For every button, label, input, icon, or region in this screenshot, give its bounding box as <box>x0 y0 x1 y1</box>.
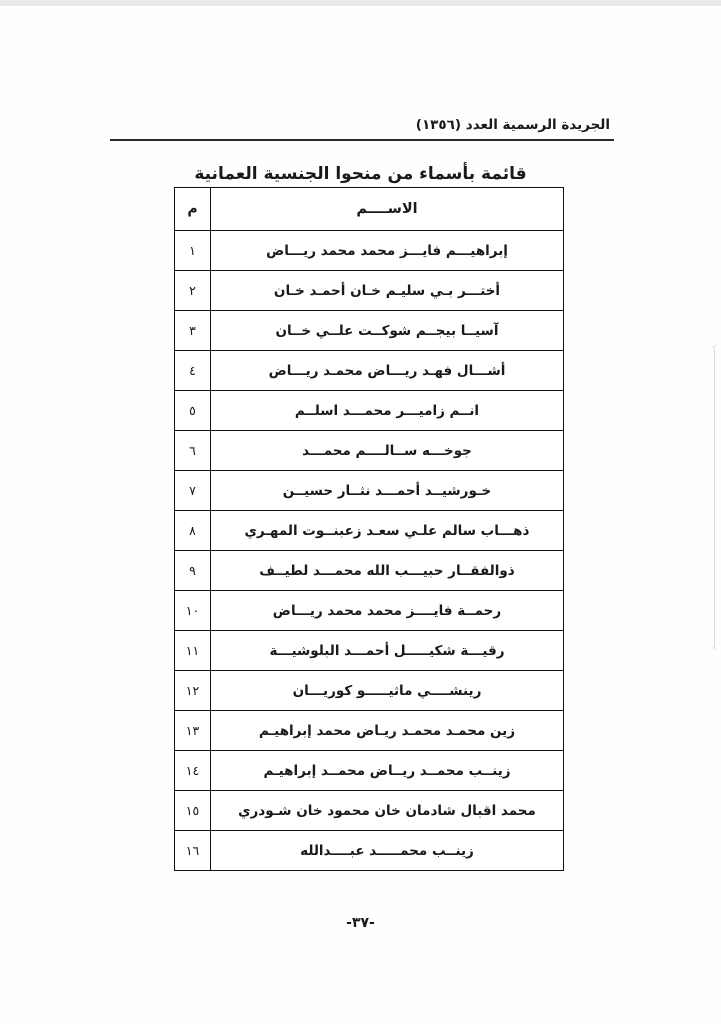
table-row <box>175 511 564 551</box>
page-title: قائمة بأسماء من منحوا الجنسية العمانية <box>194 164 527 185</box>
cell-row-number: ١٣ <box>175 711 211 751</box>
table-row <box>175 471 564 511</box>
table-body <box>175 231 564 871</box>
cell-person-name: رحمــة فايــــز محمد محمد ريـــاض <box>211 591 564 631</box>
cell-row-number: ١٦ <box>175 831 211 871</box>
table-row <box>175 711 564 751</box>
cell-row-number: ١ <box>175 231 211 271</box>
cell-row-number: ٦ <box>175 431 211 471</box>
cell-row-number: ٤ <box>175 351 211 391</box>
table-header-row <box>175 188 564 231</box>
cell-person-name: محمد اقبال شادمان خان محمود خان شـودري <box>211 791 564 831</box>
table-row <box>175 791 564 831</box>
cell-row-number: ١٢ <box>175 671 211 711</box>
cell-row-number: ٩ <box>175 551 211 591</box>
table-row <box>175 391 564 431</box>
running-head: الجريدة الرسمية العدد (١٣٥٦) <box>415 117 610 133</box>
cell-person-name: زينــب محمــد ريــاض محمــد إبراهيـم <box>211 751 564 791</box>
table-row <box>175 271 564 311</box>
cell-row-number: ٨ <box>175 511 211 551</box>
cell-row-number: ٧ <box>175 471 211 511</box>
cell-person-name: أختـــر بـي سليـم خـان أحمـد خـان <box>211 271 564 311</box>
cell-person-name: جوخـــه ســالــــم محمـــد <box>211 431 564 471</box>
cell-row-number: ٥ <box>175 391 211 431</box>
cell-row-number: ٢ <box>175 271 211 311</box>
cell-person-name: ذوالفقــار حبيـــب الله محمـــد لطيــف <box>211 551 564 591</box>
page-number-folio: -٣٧- <box>346 915 375 931</box>
granted-citizenship-names-table <box>174 187 564 871</box>
cell-person-name: انــم زاميـــر محمـــد اسلــم <box>211 391 564 431</box>
cell-row-number: ١٥ <box>175 791 211 831</box>
cell-person-name: آسيــا بيجــم شوكــت علــي خــان <box>211 311 564 351</box>
cell-person-name: خـورشيــد أحمـــد نثــار حسيــن <box>211 471 564 511</box>
table-row <box>175 311 564 351</box>
header-divider-rule <box>110 139 614 141</box>
cell-row-number: ١٠ <box>175 591 211 631</box>
table-row <box>175 751 564 791</box>
cell-person-name: زينــب محمـــــد عبــــدالله <box>211 831 564 871</box>
cell-person-name: ذهـــاب سالم علـي سعـد زعبنــوت المهـري <box>211 511 564 551</box>
scanner-edge-artifact <box>714 348 715 648</box>
table-row <box>175 671 564 711</box>
cell-row-number: ١١ <box>175 631 211 671</box>
table-row <box>175 551 564 591</box>
cell-person-name: إبراهيـــم فايـــز محمد محمد ريـــاض <box>211 231 564 271</box>
table-row <box>175 591 564 631</box>
column-header-name: الاســــم <box>211 188 564 231</box>
cell-person-name: زين محمـد محمـد ريـاض محمد إبراهيـم <box>211 711 564 751</box>
table-row <box>175 431 564 471</box>
cell-row-number: ٣ <box>175 311 211 351</box>
column-header-number: م <box>175 188 211 231</box>
table-row <box>175 831 564 871</box>
cell-row-number: ١٤ <box>175 751 211 791</box>
cell-person-name: رقيـــة شكيـــــل أحمـــد البلوشيـــة <box>211 631 564 671</box>
table-row <box>175 631 564 671</box>
cell-person-name: رينشــــي ماثيـــــو كوريـــان <box>211 671 564 711</box>
table-row <box>175 231 564 271</box>
table-row <box>175 351 564 391</box>
cell-person-name: أشـــال فهـد ريـــاض محمـد ريـــاض <box>211 351 564 391</box>
